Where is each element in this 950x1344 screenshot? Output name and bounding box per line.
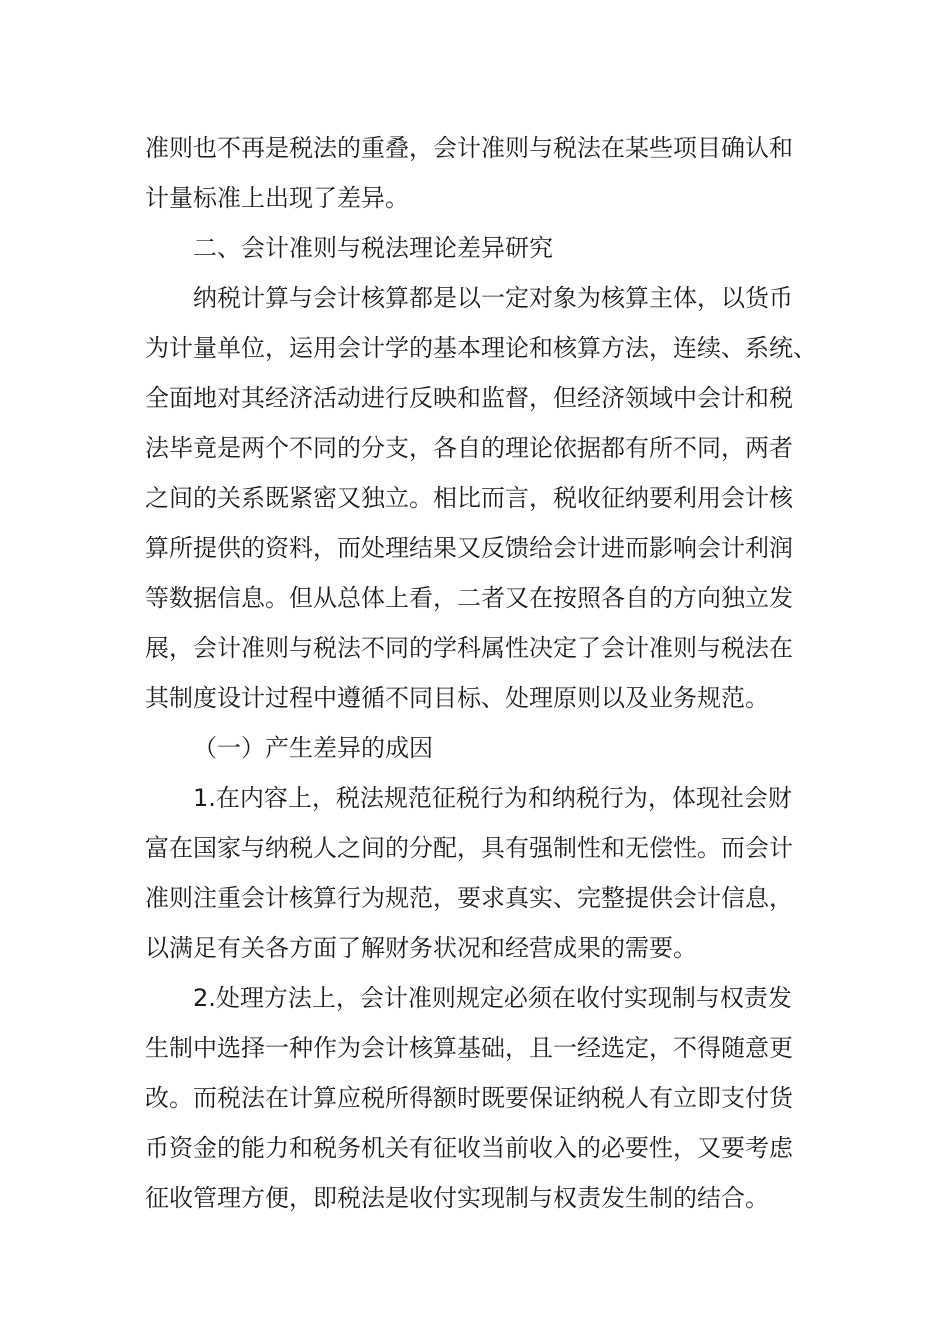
paragraph-first-line: 纳税计算与会计核算都是以一定对象为核算主体，以货币 xyxy=(193,284,793,312)
text-line: 改。而税法在计算应税所得额时既要保证纳税人有立即支付货 xyxy=(145,1084,793,1112)
text-line: 征收管理方便，即税法是收付实现制与权责发生制的结合。 xyxy=(145,1184,769,1212)
text-line: 为计量单位，运用会计学的基本理论和核算方法，连续、系统、 xyxy=(145,334,817,362)
section-heading: 二、会计准则与税法理论差异研究 xyxy=(193,234,553,262)
text-line: 以满足有关各方面了解财务状况和经营成果的需要。 xyxy=(145,934,697,962)
text-line: 生制中选择一种作为会计核算基础，且一经选定，不得随意更 xyxy=(145,1034,793,1062)
text-line: 其制度设计过程中遵循不同目标、处理原则以及业务规范。 xyxy=(145,684,769,712)
text-line: 等数据信息。但从总体上看，二者又在按照各自的方向独立发 xyxy=(145,584,793,612)
text-line: 法毕竟是两个不同的分支，各自的理论依据都有所不同，两者 xyxy=(145,434,793,462)
text-line: 之间的关系既紧密又独立。相比而言，税收征纳要利用会计核 xyxy=(145,484,793,512)
subsection-heading: （一）产生差异的成因 xyxy=(193,734,433,762)
paragraph-first-line: 2.处理方法上，会计准则规定必须在收付实现制与权责发 xyxy=(193,984,792,1012)
text-line: 准则也不再是税法的重叠，会计准则与税法在某些项目确认和 xyxy=(145,134,793,162)
text-line: 全面地对其经济活动进行反映和监督，但经济领域中会计和税 xyxy=(145,384,793,412)
text-line: 展，会计准则与税法不同的学科属性决定了会计准则与税法在 xyxy=(145,634,793,662)
text-line: 币资金的能力和税务机关有征收当前收入的必要性，又要考虑 xyxy=(145,1134,793,1162)
text-line: 算所提供的资料，而处理结果又反馈给会计进而影响会计利润 xyxy=(145,534,793,562)
paragraph-first-line: 1.在内容上，税法规范征税行为和纳税行为，体现社会财 xyxy=(193,784,792,812)
text-line: 准则注重会计核算行为规范，要求真实、完整提供会计信息， xyxy=(145,884,793,912)
text-line: 计量标准上出现了差异。 xyxy=(145,184,409,212)
text-line: 富在国家与纳税人之间的分配，具有强制性和无偿性。而会计 xyxy=(145,834,793,862)
